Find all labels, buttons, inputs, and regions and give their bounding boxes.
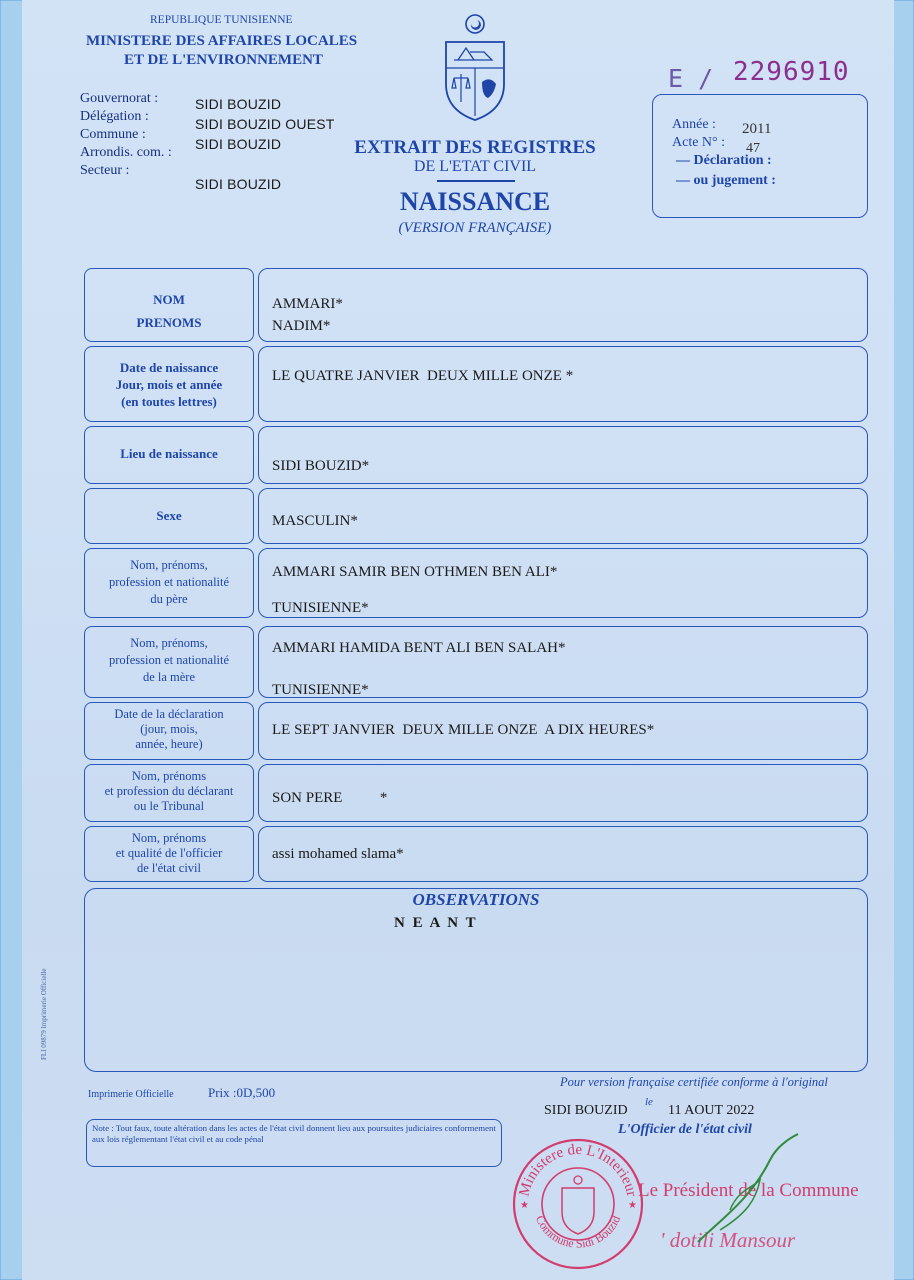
annee-value: 2011 [742,121,772,137]
row-label-text: profession et nationalité [108,575,230,589]
certified-text: Pour version française certifiée conforme à l'original [560,1075,828,1089]
svg-text:★: ★ [520,1200,529,1211]
row-value-text: TUNISIENNE* [272,682,369,698]
title-line2: DE L'ETAT CIVIL [413,158,537,175]
commune-value: SIDI BOUZID [195,136,282,152]
declaration-label: — Déclaration : [676,153,772,168]
place-value: SIDI BOUZID [544,1103,628,1118]
gouvernorat-value: SIDI BOUZID [195,96,282,112]
serial-number: 2296910 [733,57,850,87]
note-text: Note : Tout faux, toute altération dans les actes de l'état civil donnent lieu aux poursuites judiciaires conformement aux lois réglementant l'état civil et au code pénal [92,1123,496,1144]
annee-label: Année : [672,117,716,132]
row-label-text: Nom, prénoms [131,769,207,783]
acte-value: 47 [746,141,760,156]
row-value-text: AMMARI SAMIR BEN OTHMEN BEN ALI* [272,564,558,580]
admin-labels [80,90,172,180]
coat-of-arms-emblem [440,12,510,124]
row-label-text: Jour, mois et année [115,377,223,392]
officer-label: L'Officier de l'état civil [618,1122,752,1137]
delegation-value: SIDI BOUZID OUEST [195,116,335,132]
prix-label: Prix :0D,500 [208,1085,276,1100]
row-label-text: (jour, mois, [140,722,198,736]
row-value-text: AMMARI* [272,296,343,312]
row-label-text: Nom, prénoms, [130,636,208,650]
stamp-bottom-text: Commune Sidi Bouzid [532,1213,624,1251]
row-label-text: profession et nationalité [108,653,230,667]
row-label-text: de la mère [142,670,196,684]
jugement-label: — ou jugement : [676,173,776,188]
row-label-text: Nom, prénoms, [130,558,208,572]
stamp-top-text: Ministere de L'Interieur [516,1141,640,1199]
row-value-text: assi mohamed slama* [272,846,404,862]
svg-text:Commune Sidi Bouzid [533,1213,623,1250]
signature-mark [690,1130,810,1250]
commune-stamp [510,1136,646,1272]
row-label-text: ou le Tribunal [133,799,205,813]
row-value-text: SIDI BOUZID* [272,458,370,474]
svg-text:★: ★ [628,1200,637,1211]
title-main: NAISSANCE [399,187,551,216]
row-label-text: de l'état civil [136,861,202,875]
row-value-text: NADIM* [272,318,331,334]
observations-title: OBSERVATIONS [412,890,540,909]
row-value-text: TUNISIENNE* [272,600,369,616]
acte-label: Acte N° : [672,135,726,150]
row-label-text: et qualité de l'officier [115,846,223,860]
republic-label: REPUBLIQUE TUNISIENNE [150,14,293,26]
gouvernorat-label: Gouvernorat : [80,91,159,106]
svg-text:Ministere de L'Interieur [516,1142,639,1198]
ministry-line1: MINISTERE DES AFFAIRES LOCALES [86,33,358,49]
ministry-line2: ET DE L'ENVIRONNEMENT [124,52,323,68]
row-label-text: Date de la déclaration [114,707,224,721]
row-label-text: année, heure) [135,737,203,751]
side-print: FLI 09879 Imprimerie Officielle [40,968,48,1060]
arrondis-label: Arrondis. com. : [80,145,172,160]
commune-label: Commune : [80,127,146,142]
delegation-label: Délégation : [80,109,149,124]
row-label-text: Nom, prénoms [131,831,207,845]
le-label: le [645,1096,653,1108]
row-label-text: NOM [153,292,185,307]
row-value-text: MASCULIN* [272,513,358,529]
row-label-text: Sexe [156,508,182,523]
row-value-text: LE QUATRE JANVIER DEUX MILLE ONZE * [272,368,574,384]
secteur-value: SIDI BOUZID [195,176,282,192]
president-label: Le Président de la Commune [638,1180,859,1201]
row-value-text: LE SEPT JANVIER DEUX MILLE ONZE A DIX HEURES* [272,722,655,738]
row-value-text: AMMARI HAMIDA BENT ALI BEN SALAH* [272,640,566,656]
serial-prefix: E / [668,64,714,93]
date-value: 11 AOUT 2022 [668,1103,755,1118]
signature-name: ' dotili Mansour [660,1228,796,1252]
secteur-label: Secteur : [80,163,130,178]
title-underline [437,180,515,182]
row-label-text: Date de naissance [119,360,219,375]
observations-value: N E A N T [394,915,478,931]
row-label-text: et profession du déclarant [104,784,234,798]
row-value-box [258,426,868,484]
row-label-text: Lieu de naissance [120,446,218,461]
row-label-text: (en toutes lettres) [121,394,217,409]
title-line1: EXTRAIT DES REGISTRES [354,137,596,158]
row-label-text: PRENOMS [136,315,202,330]
row-label-text: du père [150,592,188,606]
row-value-box [258,268,868,342]
title-version: (VERSION FRANÇAISE) [398,220,552,236]
row-value-text: SON PERE * [272,790,388,806]
imprimerie-label: Imprimerie Officielle [88,1089,174,1100]
